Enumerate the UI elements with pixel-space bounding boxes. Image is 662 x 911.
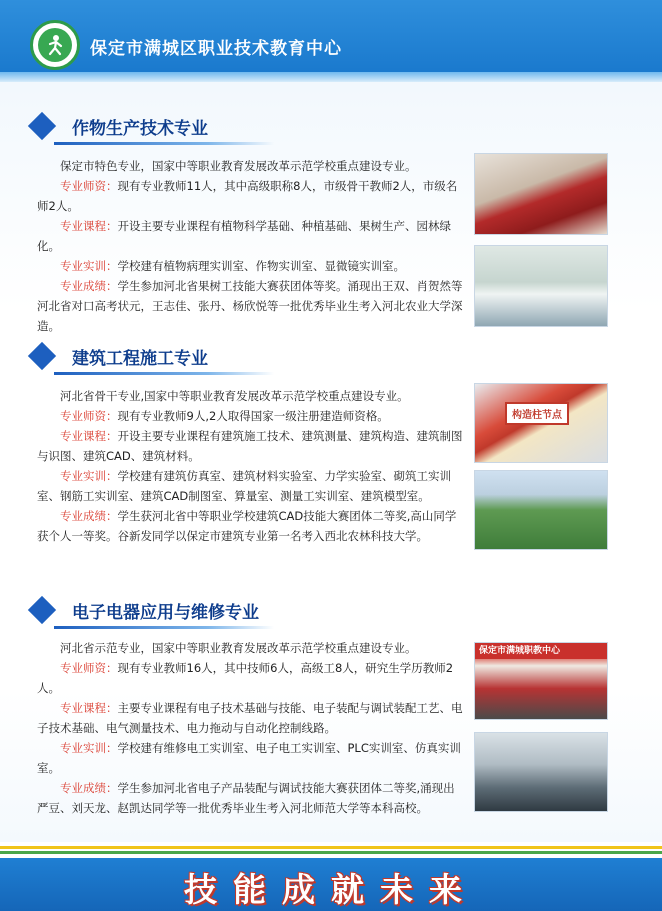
section-heading — [30, 112, 270, 142]
item-text: 学校建有建筑仿真室、建筑材料实验室、力学实验室、砌筑工实训室、钢筋工实训室、建筑CAD制图室、算量室、测量工实训室、建筑模型室。 — [37, 469, 451, 503]
section-title: 作物生产技术专业 — [72, 119, 208, 139]
item-text: 学生参加河北省电子产品装配与调试技能大赛获团体二等奖,涌现出严豆、刘天龙、赵凯达同学等一批优秀毕业生考入河北师范大学等本科高校。 — [37, 781, 455, 815]
section-intro: 河北省示范专业，国家中等职业教育发展改革示范学校重点建设专业。 — [60, 641, 417, 655]
info-item — [37, 738, 465, 778]
section-body — [37, 156, 465, 336]
item-text: 开设主要专业课程有建筑施工技术、建筑测量、建筑构造、建筑制图与识图、建筑CAD、建筑材料。 — [37, 429, 463, 463]
header-band — [0, 72, 662, 82]
info-item — [37, 466, 465, 506]
photo-lab-training — [474, 245, 608, 327]
diamond-bullet-icon — [28, 112, 56, 140]
item-label: 专业课程： — [60, 429, 118, 443]
item-label: 专业实训： — [60, 259, 118, 273]
photo-electronics-lab — [474, 732, 608, 812]
item-label: 专业师资： — [60, 179, 118, 193]
school-emblem-icon — [38, 28, 72, 62]
item-label: 专业成绩： — [60, 509, 118, 523]
page-header — [0, 0, 662, 80]
school-logo — [30, 20, 80, 70]
item-text: 现有专业教师16人，其中技师6人，高级工8人，研究生学历教师2人。 — [37, 661, 454, 695]
section-intro: 保定市特色专业，国家中等职业教育发展改革示范学校重点建设专业。 — [60, 159, 417, 173]
title-underline — [54, 626, 274, 629]
section-heading — [30, 342, 270, 372]
page-footer — [0, 858, 662, 911]
item-label: 专业实训： — [60, 741, 118, 755]
stripe-green — [0, 851, 662, 854]
diamond-bullet-icon — [28, 596, 56, 624]
item-label: 专业成绩： — [60, 279, 118, 293]
item-text: 学生获河北省中等职业学校建筑CAD技能大赛团体二等奖,高山同学获个人一等奖。谷新发同学以保定市建筑专业第一名考入西北农林科技大学。 — [37, 509, 457, 543]
info-item — [37, 658, 465, 698]
info-item — [37, 506, 465, 546]
info-item — [37, 256, 465, 276]
section-body — [37, 638, 465, 818]
section-body — [37, 386, 465, 546]
item-label: 专业师资： — [60, 409, 118, 423]
photo-surveying-field — [474, 470, 608, 550]
title-underline — [54, 142, 274, 145]
item-label: 专业实训： — [60, 469, 118, 483]
item-text: 现有专业教师11人，其中高级职称8人，市级骨干教师2人，市级名师2人。 — [37, 179, 458, 213]
stripe-yellow — [0, 846, 662, 849]
item-label: 专业师资： — [60, 661, 118, 675]
item-text: 学生参加河北省果树工技能大赛获团体等奖。涌现出王双、肖贺然等河北省对口高考状元，王志佳、张丹、杨欣悦等一批优秀毕业生考入河北农业大学深造。 — [37, 279, 463, 333]
section-title: 建筑工程施工专业 — [72, 349, 208, 369]
photo-construction-node — [474, 383, 608, 463]
section-intro: 河北省骨干专业,国家中等职业教育发展改革示范学校重点建设专业。 — [60, 389, 409, 403]
section-title: 电子电器应用与维修专业 — [72, 603, 259, 623]
info-item — [37, 406, 465, 426]
item-label: 专业成绩： — [60, 781, 118, 795]
info-item — [37, 216, 465, 256]
org-name: 保定市满城区职业技术教育中心 — [90, 39, 342, 59]
item-text: 学校建有植物病理实训室、作物实训室、显微镜实训室。 — [117, 259, 405, 273]
diamond-bullet-icon — [28, 342, 56, 370]
item-text: 学校建有维修电工实训室、电子电工实训室、PLC实训室、仿真实训室。 — [37, 741, 461, 775]
photo-sign: 构造柱节点 — [505, 402, 569, 425]
info-item — [37, 176, 465, 216]
info-item — [37, 426, 465, 466]
item-text: 现有专业教师9人,2人取得国家一级注册建造师资格。 — [117, 409, 389, 423]
title-underline — [54, 372, 274, 375]
info-item — [37, 276, 465, 336]
footer-slogan: 技能成就未来 — [184, 870, 478, 909]
info-item — [37, 698, 465, 738]
photo-students-greenhouse — [474, 153, 608, 235]
photo-banner: 保定市满城职教中心 — [475, 643, 607, 659]
item-text: 主要专业课程有电子技术基础与技能、电子装配与调试装配工艺、电子技术基础、电气测量技术、电力拖动与自动化控制线路。 — [37, 701, 463, 735]
item-label: 专业课程： — [60, 701, 118, 715]
photo-electronics-contest — [474, 642, 608, 720]
item-label: 专业课程： — [60, 219, 118, 233]
section-heading — [30, 596, 270, 626]
item-text: 开设主要专业课程有植物科学基础、种植基础、果树生产、园林绿化。 — [37, 219, 451, 253]
info-item — [37, 778, 465, 818]
